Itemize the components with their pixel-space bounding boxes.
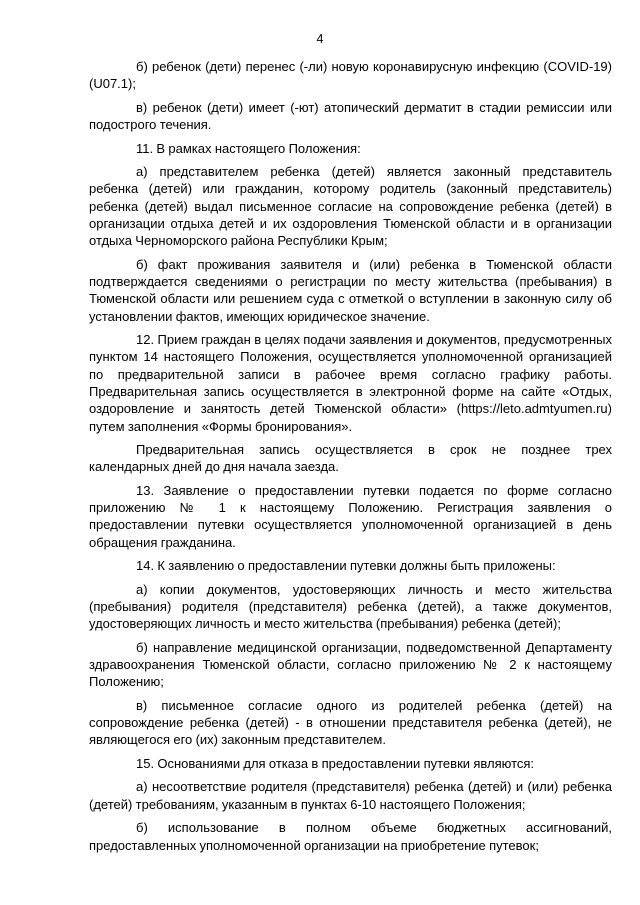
page-number: 4 bbox=[316, 32, 324, 46]
paragraph-clause-11: 11. В рамках настоящего Положения: bbox=[136, 140, 361, 156]
paragraph-clause-15-b: б) использование в полном объеме бюджетных ассигнований, предоставленных уполномоченной организации на приобретение путевок; bbox=[89, 820, 612, 853]
paragraph-clause-14-b: б) направление медицинской организации, подведомственной Департаменту здравоохранения Тюменской области, согласно приложению № 2 к настоящему Положению; bbox=[89, 639, 612, 690]
paragraph-item-v-dermatitis: в) ребенок (дети) имеет (-ют) атопический дерматит в стадии ремиссии или подострого течения. bbox=[89, 99, 612, 133]
paragraph-clause-14-a: а) копии документов, удостоверяющих личность и место жительства (пребывания) родителя (представителя) ребенка (детей), а также документов, удостоверяющих личность и место жительства (пребывания) ребенка (детей); bbox=[89, 581, 612, 632]
document-body bbox=[89, 58, 612, 860]
paragraph-clause-11-a: а) представителем ребенка (детей) является законный представитель ребенка (детей) или гражданин, которому родитель (законный представитель) ребенка (детей) выдал письменное согласие на сопровождение ребенка (детей) в организации отдыха детей и их оздоровления Тюменской области и в организации отдыха Черноморского района Республики Крым; bbox=[89, 164, 612, 249]
paragraph-clause-13: 13. Заявление о предоставлении путевки подается по форме согласно приложению № 1 к настоящему Положению. Регистрация заявления о предоставлении путевки осуществляется уполномоченной организацией в день обращения гражданина. bbox=[89, 482, 612, 550]
paragraph-clause-15-a: а) несоответствие родителя (представителя) ребенка (детей) и (или) ребенка (детей) требованиям, указанным в пунктах 6-10 настоящего Положения; bbox=[89, 779, 612, 812]
paragraph-clause-12-continuation: Предварительная запись осуществляется в срок не позднее трех календарных дней до дня начала заезда. bbox=[89, 442, 612, 475]
paragraph-clause-11-b: б) факт проживания заявителя и (или) ребенка в Тюменской области подтверждается сведениями о регистрации по месту жительства (пребывания) в Тюменской области или решением суда с отметкой о вступлении в законную силу об установлении фактов, имеющих юридическое значение. bbox=[89, 256, 612, 324]
paragraph-clause-15: 15. Основаниями для отказа в предоставлении путевки являются: bbox=[136, 755, 535, 771]
paragraph-clause-14: 14. К заявлению о предоставлении путевки должны быть приложены: bbox=[136, 558, 556, 574]
paragraph-clause-12: 12. Прием граждан в целях подачи заявления и документов, предусмотренных пунктом 14 настоящего Положения, осуществляется уполномоченной организацией по предварительной записи в рабочее время согласно графику работы. Предварительная запись осуществляется в электронной форме на сайте «Отдых, оздоровление и занятость детей Тюменской области» (https://leto.admtyumen.ru) путем заполнения «Формы бронирования». bbox=[89, 332, 612, 434]
paragraph-item-b-covid: б) ребенок (дети) перенес (-ли) новую коронавирусную инфекцию (COVID-19) (U07.1); bbox=[89, 59, 612, 92]
paragraph-clause-14-v: в) письменное согласие одного из родителей ребенка (детей) на сопровождение ребенка (детей) - в отношении представителя ребенка (детей), не являющегося его (их) законным представителем. bbox=[89, 697, 612, 748]
